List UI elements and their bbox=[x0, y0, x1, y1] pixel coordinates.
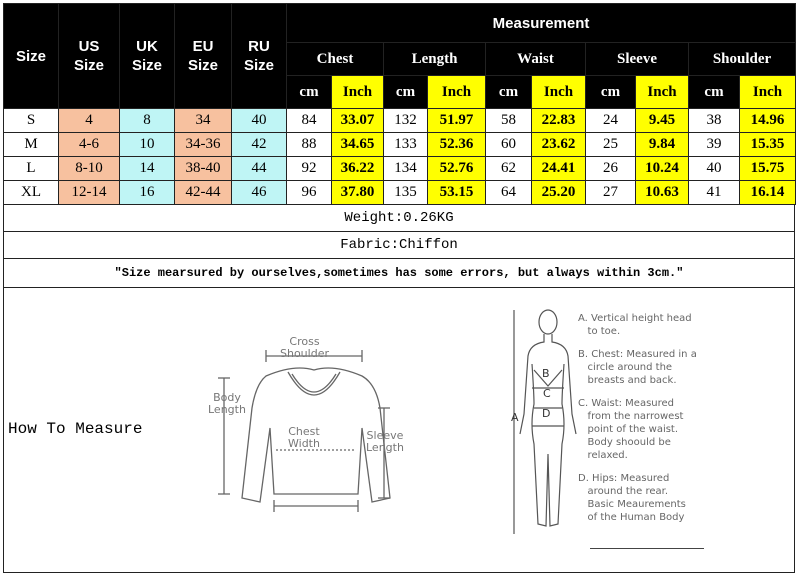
inch-cell: 14.96 bbox=[740, 109, 796, 133]
header-inch: Inch bbox=[428, 76, 486, 109]
letter-d: D bbox=[542, 407, 551, 420]
chest-width-label: Chest Width bbox=[288, 425, 320, 450]
header-measurement: Measurement bbox=[287, 4, 796, 43]
inch-cell: 37.80 bbox=[332, 181, 384, 205]
us-size-cell: 12-14 bbox=[59, 181, 120, 205]
header-inch: Inch bbox=[332, 76, 384, 109]
uk-size-cell: 8 bbox=[120, 109, 175, 133]
header-cm: cm bbox=[586, 76, 636, 109]
cm-cell: 25 bbox=[586, 133, 636, 157]
how-to-measure-section bbox=[3, 288, 795, 573]
inch-cell: 23.62 bbox=[532, 133, 586, 157]
instruction-a: A. Vertical height head to toe. bbox=[578, 313, 692, 337]
uk-size-cell: 16 bbox=[120, 181, 175, 205]
letter-c: C bbox=[543, 387, 551, 400]
measure-instructions bbox=[578, 312, 718, 534]
cm-cell: 84 bbox=[287, 109, 332, 133]
eu-size-cell: 34 bbox=[175, 109, 232, 133]
cm-cell: 41 bbox=[689, 181, 740, 205]
inch-cell: 52.36 bbox=[428, 133, 486, 157]
cm-cell: 132 bbox=[384, 109, 428, 133]
ru-size-cell: 42 bbox=[232, 133, 287, 157]
instruction-d: D. Hips: Measured around the rear. Basic Meaurements of the Human Body bbox=[578, 473, 686, 523]
cm-cell: 133 bbox=[384, 133, 428, 157]
header-cm: cm bbox=[486, 76, 532, 109]
ru-size-cell: 40 bbox=[232, 109, 287, 133]
cm-cell: 24 bbox=[586, 109, 636, 133]
cross-shoulder-label: Cross Shoulder bbox=[280, 335, 329, 360]
size-cell: XL bbox=[4, 181, 59, 205]
header-uk: UK Size bbox=[120, 4, 175, 109]
inch-cell: 34.65 bbox=[332, 133, 384, 157]
how-to-measure-label: How To Measure bbox=[8, 420, 143, 438]
inch-cell: 22.83 bbox=[532, 109, 586, 133]
header-sleeve: Sleeve bbox=[586, 43, 689, 76]
instruction-b: B. Chest: Measured in a circle around the breasts and back. bbox=[578, 349, 697, 386]
cm-cell: 40 bbox=[689, 157, 740, 181]
header-length: Length bbox=[384, 43, 486, 76]
measurement-note: "Size mearsured by ourselves,sometimes has some errors, but always within 3cm." bbox=[3, 259, 795, 288]
size-cell: L bbox=[4, 157, 59, 181]
weight-row: Weight:0.26KG bbox=[3, 205, 795, 232]
instruction-c: C. Waist: Measured from the narrowest point of the waist. Body shoould be relaxed. bbox=[578, 398, 684, 461]
cm-cell: 58 bbox=[486, 109, 532, 133]
header-us: US Size bbox=[59, 4, 120, 109]
letter-b: B bbox=[542, 367, 550, 380]
cm-cell: 135 bbox=[384, 181, 428, 205]
eu-size-cell: 42-44 bbox=[175, 181, 232, 205]
us-size-cell: 4-6 bbox=[59, 133, 120, 157]
cm-cell: 39 bbox=[689, 133, 740, 157]
ru-size-cell: 46 bbox=[232, 181, 287, 205]
table-row bbox=[4, 181, 796, 205]
inch-cell: 10.63 bbox=[636, 181, 689, 205]
sleeve-length-label: Sleeve Length bbox=[366, 429, 404, 454]
inch-cell: 53.15 bbox=[428, 181, 486, 205]
cm-cell: 64 bbox=[486, 181, 532, 205]
inch-cell: 15.75 bbox=[740, 157, 796, 181]
uk-size-cell: 10 bbox=[120, 133, 175, 157]
us-size-cell: 8-10 bbox=[59, 157, 120, 181]
inch-cell: 25.20 bbox=[532, 181, 586, 205]
size-cell: S bbox=[4, 109, 59, 133]
inch-cell: 52.76 bbox=[428, 157, 486, 181]
inch-cell: 16.14 bbox=[740, 181, 796, 205]
inch-cell: 33.07 bbox=[332, 109, 384, 133]
header-inch: Inch bbox=[532, 76, 586, 109]
header-chest: Chest bbox=[287, 43, 384, 76]
cm-cell: 96 bbox=[287, 181, 332, 205]
table-row bbox=[4, 157, 796, 181]
header-shoulder: Shoulder bbox=[689, 43, 796, 76]
header-inch: Inch bbox=[740, 76, 796, 109]
cm-cell: 26 bbox=[586, 157, 636, 181]
body-length-label: Body Length bbox=[208, 391, 246, 416]
inch-cell: 36.22 bbox=[332, 157, 384, 181]
fabric-row: Fabric:Chiffon bbox=[3, 232, 795, 259]
uk-size-cell: 14 bbox=[120, 157, 175, 181]
inch-cell: 24.41 bbox=[532, 157, 586, 181]
size-cell: M bbox=[4, 133, 59, 157]
size-table bbox=[3, 3, 796, 205]
cm-cell: 60 bbox=[486, 133, 532, 157]
header-ru: RU Size bbox=[232, 4, 287, 109]
cm-cell: 62 bbox=[486, 157, 532, 181]
inch-cell: 9.45 bbox=[636, 109, 689, 133]
letter-a: A bbox=[511, 411, 519, 424]
inch-cell: 10.24 bbox=[636, 157, 689, 181]
inch-cell: 51.97 bbox=[428, 109, 486, 133]
ru-size-cell: 44 bbox=[232, 157, 287, 181]
header-waist: Waist bbox=[486, 43, 586, 76]
inch-cell: 9.84 bbox=[636, 133, 689, 157]
underline bbox=[590, 548, 704, 549]
header-cm: cm bbox=[689, 76, 740, 109]
cm-cell: 134 bbox=[384, 157, 428, 181]
table-row bbox=[4, 133, 796, 157]
cm-cell: 92 bbox=[287, 157, 332, 181]
cm-cell: 27 bbox=[586, 181, 636, 205]
header-inch: Inch bbox=[636, 76, 689, 109]
eu-size-cell: 34-36 bbox=[175, 133, 232, 157]
header-size: Size bbox=[4, 4, 59, 109]
eu-size-cell: 38-40 bbox=[175, 157, 232, 181]
inch-cell: 15.35 bbox=[740, 133, 796, 157]
cm-cell: 88 bbox=[287, 133, 332, 157]
header-cm: cm bbox=[287, 76, 332, 109]
table-row bbox=[4, 109, 796, 133]
us-size-cell: 4 bbox=[59, 109, 120, 133]
header-cm: cm bbox=[384, 76, 428, 109]
size-chart bbox=[3, 3, 795, 573]
cm-cell: 38 bbox=[689, 109, 740, 133]
header-eu: EU Size bbox=[175, 4, 232, 109]
